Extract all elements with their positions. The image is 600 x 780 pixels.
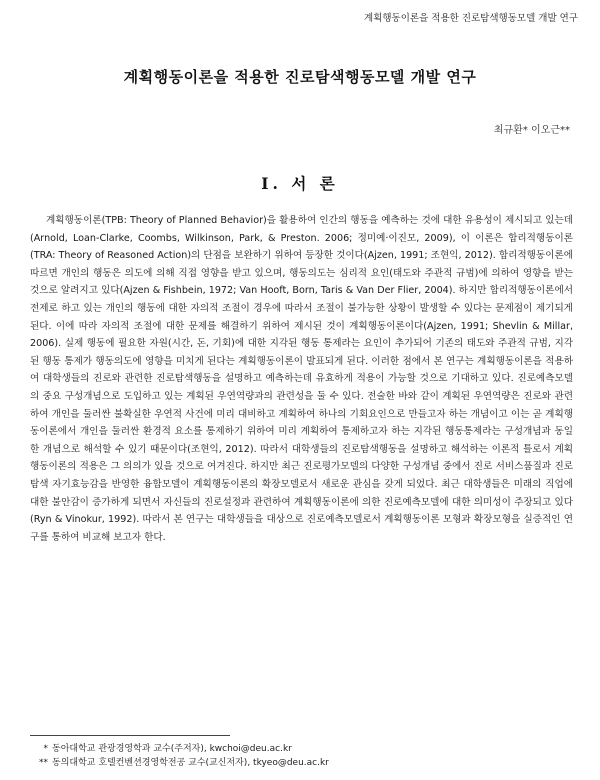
footnotes — [30, 742, 570, 770]
footnote-text: 동의대학교 호텔컨벤션경영학전공 교수(교신저자), tkyeo@deu.ac.kr — [52, 758, 329, 768]
footnote-divider — [30, 735, 230, 736]
footnote-mark: * — [43, 744, 48, 754]
section-heading: Ⅰ. 서 론 — [261, 174, 339, 193]
author-line: 최규환* 이오근** — [493, 125, 570, 136]
footnote-mark: ** — [39, 758, 48, 768]
footnote-author-2 — [30, 756, 570, 770]
paper-title: 계획행동이론을 적용한 진로탐색행동모델 개발 연구 — [123, 68, 477, 86]
body-paragraph: 계획행동이론(TPB: Theory of Planned Behavior)을 활용하여 인간의 행동을 예측하는 것에 대한 유용성이 제시되고 있는데(Arnold, Loan-Clarke, Coombs, Wilkinson, Park, & Preston. 2006; 정미예·이진모, 2009), 이 이론은 합리적행동이론(TRA: Theory of Reasoned Action)의 단점을 보완하기 위하여 등장한 것이다(Ajzen, 1991; 조현익, 2012). 합리적행동이론에 따르면 개인의 행동은 의도에 의해 직접 영향을 받고 있으며, 행동의도는 심리적 요인(태도와 주관적 규범)에 의하여 영향을 받는 것으로 알려지고 있다(Ajzen & Fishbein, 1972; Van Hooft, Born, Taris & Van Der Flier, 2004). 하지만 합리적행동이론에서 전제로 하고 있는 개인의 행동에 대한 자의적 조절이 경우에 따라서 조절이 불가능한 상황이 발생할 수 있다는 문제점이 제기되게 된다. 이에 따라 자의적 조절에 대한 문제를 해결하기 위하여 제시된 것이 계획행동이론이다(Ajzen, 1991; Shevlin & Millar, 2006). 실제 행동에 필요한 자원(시간, 돈, 기회)에 대한 지각된 행동 통제라는 요인이 추가되어 기존의 태도와 주관적 규범, 지각된 행동 통제가 행동의도에 영향을 미치게 된다는 계획행동이론이 발표되게 된다. 이러한 점에서 본 연구는 계획행동이론을 적용하여 대학생들의 진로와 관련한 진로탐색행동을 설명하고 예측하는데 유효하게 적용이 가능할 것으로 기대하고 있다. 진로예측모델의 중요 구성개념으로 도입하고 있는 계획된 우연역량과의 관련성을 둘 수 있다. 전술한 바와 같이 계획된 우연역량은 진로와 관련하여 개인을 둘러싼 불확실한 우연적 사건에 미리 대비하고 계획하여 하나의 기회요인으로 만들고자 하는 개념이고 이는 곧 계획행동이론에서 개인을 둘러싼 환경적 요소를 통제하기 위하여 미리 계획하여 통제하고자 하는 지각된 행동통제라는 구성개념과 동일한 개념으로 해석할 수 있기 때문이다(조현익, 2012). 따라서 대학생들의 진로탐색행동을 설명하고 해석하는 이론적 틀로서 계획행동이론의 적용은 그 의의가 있을 것으로 여겨진다. 하지만 최근 진로평가모델의 다양한 구성개념 중에서 진로 서비스품질과 진로탐색 자기효능감을 반영한 융합모델이 계획행동이론의 확장모델로서 새로운 관심을 갖게 되었다. 최근 대학생들은 미래의 직업에 대한 불안감이 증가하게 되면서 자신들의 진로설정과 관련하여 계획행동이론에 의한 진로예측모델에 대한 의미성이 주장되고 있다(Ryn & Vinokur, 1992). 따라서 본 연구는 대학생들을 대상으로 진로예측모델로서 계획행동이론 모형과 확장모형을 실증적인 연구를 통하여 비교해 보고자 한다. — [30, 215, 573, 543]
footnote-text: 동아대학교 관광경영학과 교수(주저자), kwchoi@deu.ac.kr — [52, 744, 292, 754]
footnote-author-1 — [30, 742, 570, 756]
running-header: 계획행동이론을 적용한 진로탐색행동모델 개발 연구 — [364, 13, 578, 24]
